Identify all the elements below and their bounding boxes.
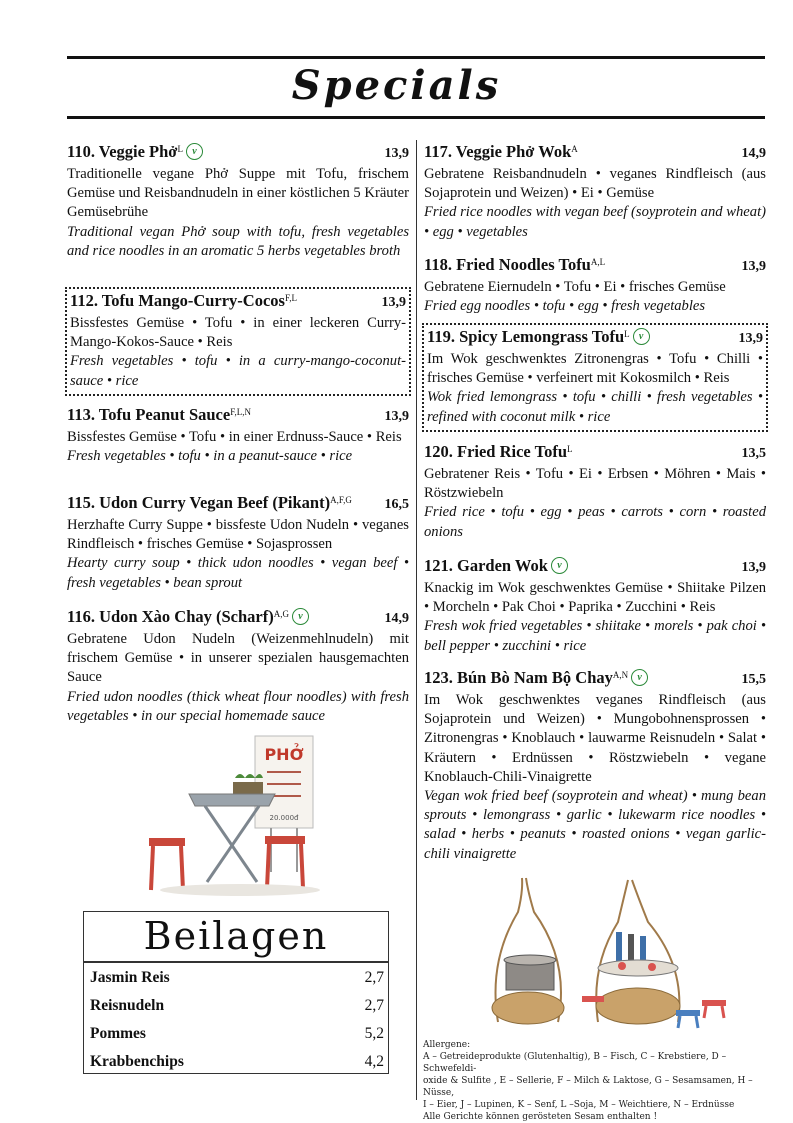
item-description-en: Vegan wok fried beef (soyprotein and wheat) • mung bean sprouts • lemongrass • garlic • lukewarm rice noodles • salad • herbs • peanuts • roasted onions • vegan garlic-chili vinaigrette	[424, 788, 766, 862]
menu-item-119	[422, 323, 768, 432]
page-title: Specials	[291, 62, 502, 109]
vegan-icon: v	[186, 143, 203, 160]
allergen-codes: L	[177, 144, 183, 154]
menu-item-117	[424, 141, 766, 242]
item-name: 120. Fried Rice Tofu	[424, 442, 567, 461]
allergen-legend	[423, 1039, 773, 1123]
side-dish-price: 5,2	[364, 1025, 384, 1042]
item-name: 118. Fried Noodles Tofu	[424, 255, 591, 274]
side-dishes-box	[83, 911, 389, 1074]
side-dishes-title: Beilagen	[143, 914, 329, 958]
item-description-en: Fried rice • tofu • egg • peas • carrots • corn • roasted onions	[424, 504, 766, 540]
item-description-en: Fried rice noodles with vegan beef (soyprotein and wheat) • egg • vegetables	[424, 204, 766, 240]
item-name: 112. Tofu Mango-Curry-Cocos	[70, 291, 285, 310]
item-price: 13,9	[381, 295, 406, 310]
sign-text: PHỞ	[264, 745, 304, 764]
side-dish-name: Krabbenchips	[90, 1053, 184, 1070]
item-name: 110. Veggie Phở	[67, 142, 178, 161]
menu-item-116	[67, 606, 409, 726]
side-dishes-divider	[84, 961, 388, 963]
side-dish-price: 2,7	[364, 969, 384, 986]
item-price: 14,9	[741, 146, 766, 161]
allergen-codes: A,N	[612, 670, 629, 680]
menu-item-112	[65, 287, 411, 396]
vegan-icon: v	[551, 557, 568, 574]
menu-item-121	[424, 555, 766, 656]
side-dish-row	[90, 997, 384, 1015]
item-description-en: Fried egg noodles • tofu • egg • fresh vegetables	[424, 298, 706, 315]
item-description-de: Gebratene Eiernudeln • Tofu • Ei • frisches Gemüse	[424, 279, 726, 295]
item-price: 13,9	[741, 259, 766, 274]
item-description-en: Wok fried lemongrass • tofu • chilli • fresh vegetables • refined with coconut milk • rice	[427, 389, 763, 425]
item-description-en: Hearty curry soup • thick udon noodles • vegan beef • fresh vegetables • bean sprout	[67, 555, 409, 591]
vegan-icon: v	[631, 669, 648, 686]
item-name: 123. Bún Bò Nam Bộ Chay	[424, 668, 613, 687]
allergen-heading: Allergene:	[423, 1040, 471, 1050]
side-dish-row	[90, 969, 384, 987]
side-dish-row	[90, 1025, 384, 1043]
allergen-line: A – Getreideprodukte (Glutenhaltig), B – Fisch, C – Krebstiere, D – Schwefeldi-	[423, 1052, 727, 1074]
item-name: 113. Tofu Peanut Sauce	[67, 405, 231, 424]
item-description-en: Traditional vegan Phở soup with tofu, fresh vegetables and rice noodles in an aromatic 5 herbs vegetables broth	[67, 223, 409, 259]
vegan-icon: v	[633, 328, 650, 345]
menu-item-120	[424, 441, 766, 542]
item-price: 13,9	[384, 146, 409, 161]
allergen-codes: L	[567, 444, 573, 454]
side-dish-name: Pommes	[90, 1025, 146, 1042]
side-dish-price: 4,2	[364, 1053, 384, 1070]
allergen-line: I – Eier, J – Lupinen, K – Senf, L –Soja, M – Weichtiere, N – Erdnüsse	[423, 1100, 735, 1110]
street-vendor-baskets-illustration	[478, 872, 758, 1032]
item-description-de: Gebratener Reis • Tofu • Ei • Erbsen • Möhren • Mais • Röstzwiebeln	[424, 466, 766, 502]
item-description-de: Im Wok geschwenktes veganes Rindfleisch (aus Sojaprotein und Weizen) • Mungobohnensprossen • Zitronengras • Knoblauch • lauwarme Reisnudeln • Salat • Kräutern • Erdnüssen • Röstzwiebeln • vegane Knoblauch-Chili-Vinaigrette	[424, 692, 766, 785]
menu-item-115	[67, 492, 409, 593]
side-dish-price: 2,7	[364, 997, 384, 1014]
item-price: 13,5	[741, 446, 766, 461]
item-description-de: Gebratene Reisbandnudeln • veganes Rindfleisch (aus Sojaprotein und Weizen) • Ei • Gemüse	[424, 166, 766, 202]
allergen-codes: A	[571, 144, 578, 154]
item-description-de: Bissfestes Gemüse • Tofu • in einer leckeren Curry-Mango-Kokos-Sauce • Reis	[70, 315, 406, 351]
item-price: 14,9	[384, 611, 409, 626]
item-name: 121. Garden Wok	[424, 556, 548, 575]
allergen-line: oxide & Sulfite , E – Sellerie, F – Milch & Laktose, G – Sesamsamen, H – Nüsse,	[423, 1076, 753, 1098]
item-price: 13,9	[741, 560, 766, 575]
item-name: 119. Spicy Lemongrass Tofu	[427, 327, 625, 346]
top-rule	[67, 56, 765, 59]
item-price: 13,9	[384, 409, 409, 424]
item-description-de: Knackig im Wok geschwenktes Gemüse • Shiitake Pilzen • Morcheln • Pak Choi • Paprika • Zucchini • Reis	[424, 580, 766, 616]
column-divider	[416, 140, 417, 1100]
allergen-codes: A,L	[590, 257, 606, 267]
item-price: 16,5	[384, 497, 409, 512]
menu-item-118	[424, 254, 766, 316]
item-price: 13,9	[738, 331, 763, 346]
item-description-en: Fried udon noodles (thick wheat flour noodles) with fresh vegetables • in our special homemade sauce	[67, 688, 409, 724]
allergen-codes: A,G	[273, 609, 289, 619]
item-price: 15,5	[741, 672, 766, 687]
allergen-codes: A,F,G	[330, 495, 352, 505]
item-description-de: Bissfestes Gemüse • Tofu • in einer Erdnuss-Sauce • Reis	[67, 429, 402, 445]
pho-stall-illustration	[145, 732, 335, 902]
allergen-codes: L	[624, 329, 630, 339]
item-description-de: Herzhafte Curry Suppe • bissfeste Udon Nudeln • veganes Rindfleisch • frisches Gemüse • Sojasprossen	[67, 517, 409, 553]
item-description-en: Fresh vegetables • tofu • in a curry-mango-coconut-sauce • rice	[70, 353, 406, 389]
allergen-note: Alle Gerichte können gerösteten Sesam enthalten !	[423, 1112, 658, 1122]
vegan-icon: v	[292, 608, 309, 625]
side-dish-name: Reisnudeln	[90, 997, 165, 1014]
menu-item-123	[424, 667, 766, 864]
item-description-de: Im Wok geschwenktes Zitronengras • Tofu • Chilli • frisches Gemüse • verfeinert mit Kokosmilch • Reis	[427, 351, 763, 387]
item-name: 115. Udon Curry Vegan Beef (Pikant)	[67, 493, 331, 512]
item-name: 117. Veggie Phở Wok	[424, 142, 572, 161]
side-dish-row	[90, 1053, 384, 1071]
item-name: 116. Udon Xào Chay (Scharf)	[67, 607, 274, 626]
item-description-de: Gebratene Udon Nudeln (Weizenmehlnudeln) mit frischem Gemüse • in unserer spezialen hausgemachten Sauce	[67, 631, 409, 686]
menu-item-113	[67, 404, 409, 466]
side-dish-name: Jasmin Reis	[90, 969, 170, 986]
allergen-codes: F,L,N	[230, 407, 252, 417]
allergen-codes: F,L	[284, 293, 298, 303]
item-description-en: Fresh wok fried vegetables • shiitake • morels • pak choi • bell pepper • zucchini • rice	[424, 618, 766, 654]
sign-price: 20.000đ	[269, 814, 299, 822]
item-description-de: Traditionelle vegane Phở Suppe mit Tofu, frischem Gemüse und Reisbandnudeln in einer köstlichen 5 Kräuter Gemüsebrühe	[67, 166, 409, 221]
title-underline	[67, 116, 765, 119]
item-description-en: Fresh vegetables • tofu • in a peanut-sauce • rice	[67, 448, 353, 465]
menu-item-110	[67, 141, 409, 261]
